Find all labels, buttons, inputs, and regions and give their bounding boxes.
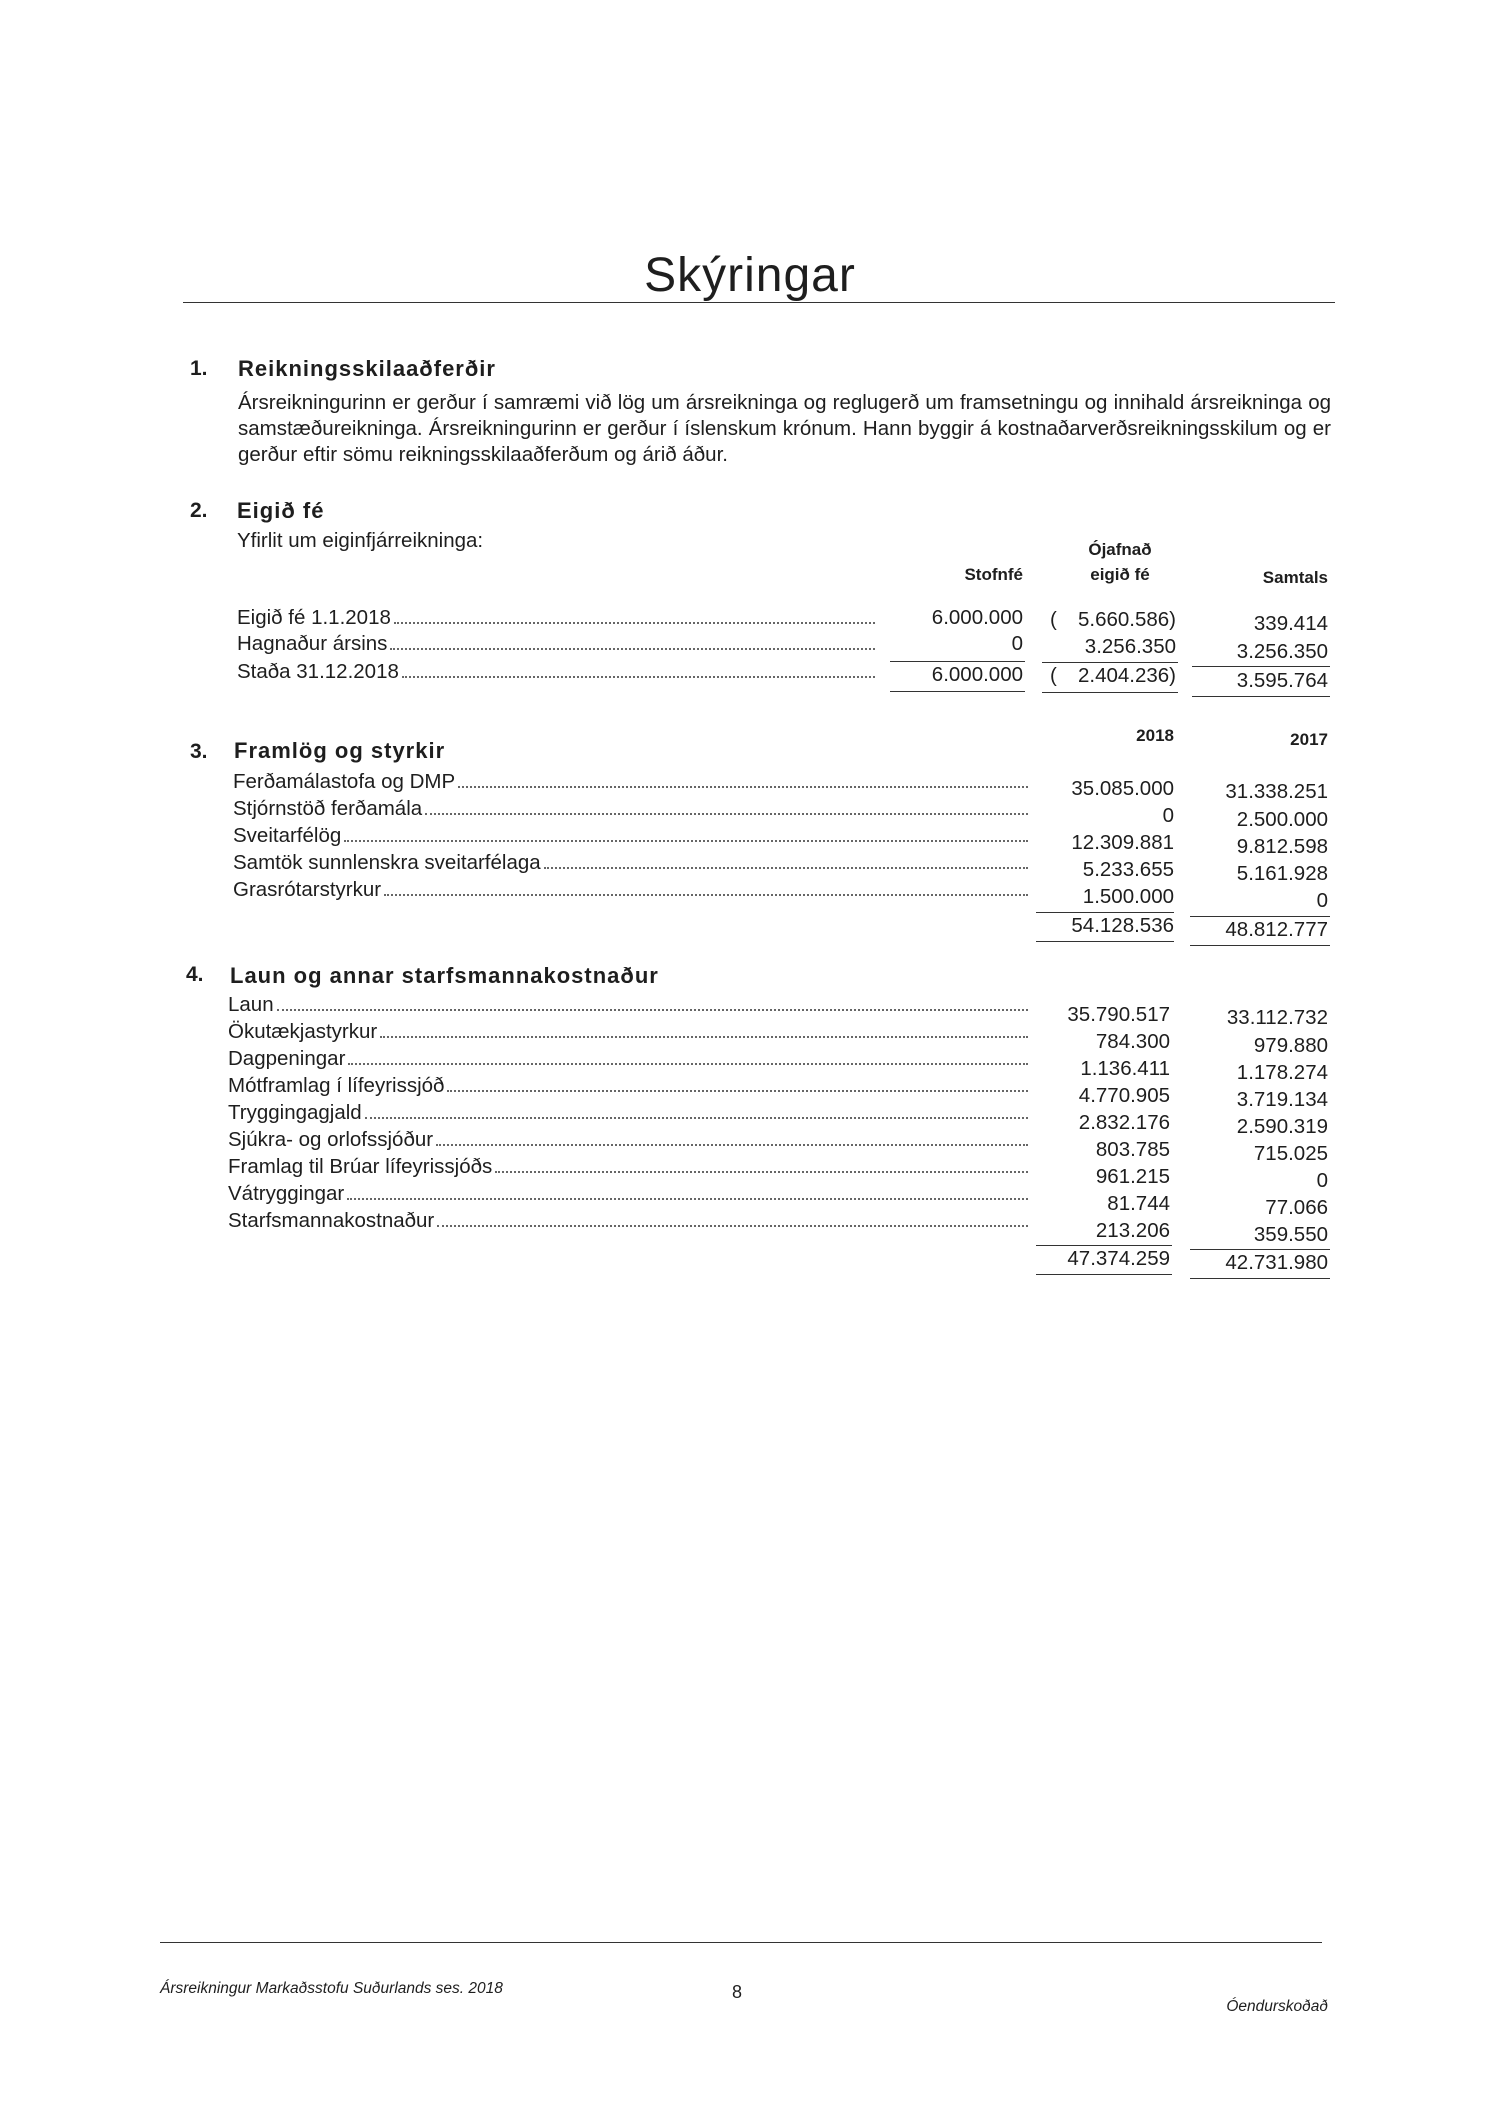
col-header-2017: 2017 (1290, 730, 1328, 749)
subtotal-rule (1042, 662, 1178, 663)
salary-total-2018: 47.374.259 (1067, 1247, 1170, 1270)
equity-row-stofnfe: 0 (1011, 632, 1023, 655)
grants-row-2017: 2.500.000 (1236, 808, 1328, 831)
title-rule (183, 302, 1335, 303)
grants-row-label: Ferðamálastofa og DMP (233, 770, 1028, 794)
salary-row-2018: 784.300 (1095, 1030, 1170, 1053)
equity-row-paren: ( (1050, 664, 1057, 687)
salary-row-label: Laun (228, 993, 1028, 1017)
footer-title: Ársreikningur Markaðsstofu Suðurlands ses. 2018 (160, 1980, 503, 1997)
subtotal-rule (1036, 912, 1174, 913)
grants-row-2018: 35.085.000 (1071, 777, 1174, 800)
footer-status: Óendurskoðað (1226, 1998, 1328, 2015)
salary-row-2017: 979.880 (1253, 1034, 1328, 1057)
salary-row-label: Tryggingagjald (228, 1101, 1028, 1125)
equity-row-label: Eigið fé 1.1.2018 (237, 606, 875, 630)
col-header-samtals: Samtals (1262, 568, 1328, 587)
section-1-paragraph: Ársreikningurinn er gerður í samræmi við lög um ársreikninga og reglugerð um framsetningu og innihald ársreikninga og samstæðureikninga. Ársreikningurinn er gerður í íslenskum krónum. Hann byggir á kostnaðarverðsreikningsskilum og er gerður eftir sömu reikningsskilaaðferðum og árið áður. (238, 391, 1331, 466)
salary-row-label: Starfsmannakostnaður (228, 1209, 1028, 1233)
salary-row-label: Vátryggingar (228, 1182, 1028, 1206)
salary-row-2017: 715.025 (1253, 1142, 1328, 1165)
grants-total-2017: 48.812.777 (1225, 918, 1328, 941)
col-header-ojafnad-1: Ójafnað (1088, 540, 1152, 559)
section-1-number: 1. (190, 357, 208, 380)
salary-row-2018: 81.744 (1107, 1192, 1170, 1215)
salary-row-2018: 213.206 (1095, 1219, 1170, 1242)
grants-total-2018: 54.128.536 (1071, 914, 1174, 937)
grants-row-2017: 5.161.928 (1236, 862, 1328, 885)
total-rule (1036, 1274, 1172, 1275)
salary-row-2017: 1.178.274 (1236, 1061, 1328, 1084)
equity-row-label: Hagnaður ársins (237, 632, 875, 656)
col-header-stofnfe: Stofnfé (964, 565, 1023, 584)
salary-row-2017: 359.550 (1253, 1223, 1328, 1246)
total-rule (1042, 692, 1178, 693)
equity-row-samtals: 339.414 (1253, 612, 1328, 635)
col-header-ojafnad-2: eigið fé (1090, 565, 1150, 584)
salary-total-2017: 42.731.980 (1225, 1251, 1328, 1274)
grants-row-2017: 9.812.598 (1236, 835, 1328, 858)
section-4-heading: Laun og annar starfsmannakostnaður (230, 963, 659, 988)
total-rule (1190, 1278, 1330, 1279)
grants-row-2017: 31.338.251 (1225, 780, 1328, 803)
grants-row-2018: 1.500.000 (1082, 885, 1174, 908)
salary-row-label: Framlag til Brúar lífeyrissjóðs (228, 1155, 1028, 1179)
salary-row-label: Dagpeningar (228, 1047, 1028, 1071)
salary-row-label: Mótframlag í lífeyrissjóð (228, 1074, 1028, 1098)
grants-row-label: Samtök sunnlenskra sveitarfélaga (233, 851, 1028, 875)
salary-row-2017: 2.590.319 (1236, 1115, 1328, 1138)
equity-row-samtals: 3.256.350 (1236, 640, 1328, 663)
equity-row-stofnfe: 6.000.000 (931, 663, 1023, 686)
total-rule (890, 691, 1025, 692)
col-header-2018: 2018 (1136, 726, 1174, 745)
grants-row-2018: 5.233.655 (1082, 858, 1174, 881)
equity-row-label: Staða 31.12.2018 (237, 660, 875, 684)
salary-row-2017: 77.066 (1265, 1196, 1328, 1219)
section-2-number: 2. (190, 499, 208, 522)
equity-row-samtals: 3.595.764 (1236, 669, 1328, 692)
salary-row-2018: 1.136.411 (1080, 1057, 1170, 1080)
salary-row-2018: 2.832.176 (1078, 1111, 1170, 1134)
subtotal-rule (890, 661, 1025, 662)
equity-row-ojafnad: 5.660.586) (1077, 608, 1176, 631)
section-4-number: 4. (186, 963, 204, 986)
salary-row-2017: 33.112.732 (1226, 1006, 1328, 1029)
equity-row-ojafnad: 3.256.350 (1084, 635, 1176, 658)
grants-row-2018: 12.309.881 (1071, 831, 1174, 854)
grants-row-label: Grasrótarstyrkur (233, 878, 1028, 902)
salary-row-2017: 0 (1316, 1169, 1328, 1192)
salary-row-label: Sjúkra- og orlofssjóður (228, 1128, 1028, 1152)
page-title: Skýringar (644, 249, 856, 302)
footer-rule (160, 1942, 1322, 1943)
salary-row-2018: 961.215 (1095, 1165, 1170, 1188)
salary-row-2017: 3.719.134 (1236, 1088, 1328, 1111)
salary-row-label: Ökutækjastyrkur (228, 1020, 1028, 1044)
grants-row-2017: 0 (1316, 889, 1328, 912)
subtotal-rule (1190, 916, 1330, 917)
total-rule (1036, 941, 1174, 942)
equity-row-stofnfe: 6.000.000 (931, 606, 1023, 629)
total-rule (1192, 696, 1330, 697)
grants-row-2018: 0 (1162, 804, 1174, 827)
subtotal-rule (1192, 666, 1330, 667)
page-number: 8 (732, 1982, 743, 2002)
section-2-heading: Eigið fé (237, 498, 325, 523)
section-1-heading: Reikningsskilaaðferðir (238, 356, 496, 381)
section-3-number: 3. (190, 740, 208, 763)
equity-row-paren: ( (1050, 608, 1057, 631)
salary-row-2018: 803.785 (1095, 1138, 1170, 1161)
grants-row-label: Sveitarfélög (233, 824, 1028, 848)
section-3-heading: Framlög og styrkir (234, 738, 446, 763)
salary-row-2018: 35.790.517 (1067, 1003, 1170, 1026)
salary-row-2018: 4.770.905 (1078, 1084, 1170, 1107)
total-rule (1190, 945, 1330, 946)
subtotal-rule (1036, 1245, 1172, 1246)
equity-row-ojafnad: 2.404.236) (1077, 664, 1176, 687)
subtotal-rule (1190, 1249, 1330, 1250)
section-2-intro: Yfirlit um eiginfjárreikninga: (237, 529, 484, 552)
grants-row-label: Stjórnstöð ferðamála (233, 797, 1028, 821)
